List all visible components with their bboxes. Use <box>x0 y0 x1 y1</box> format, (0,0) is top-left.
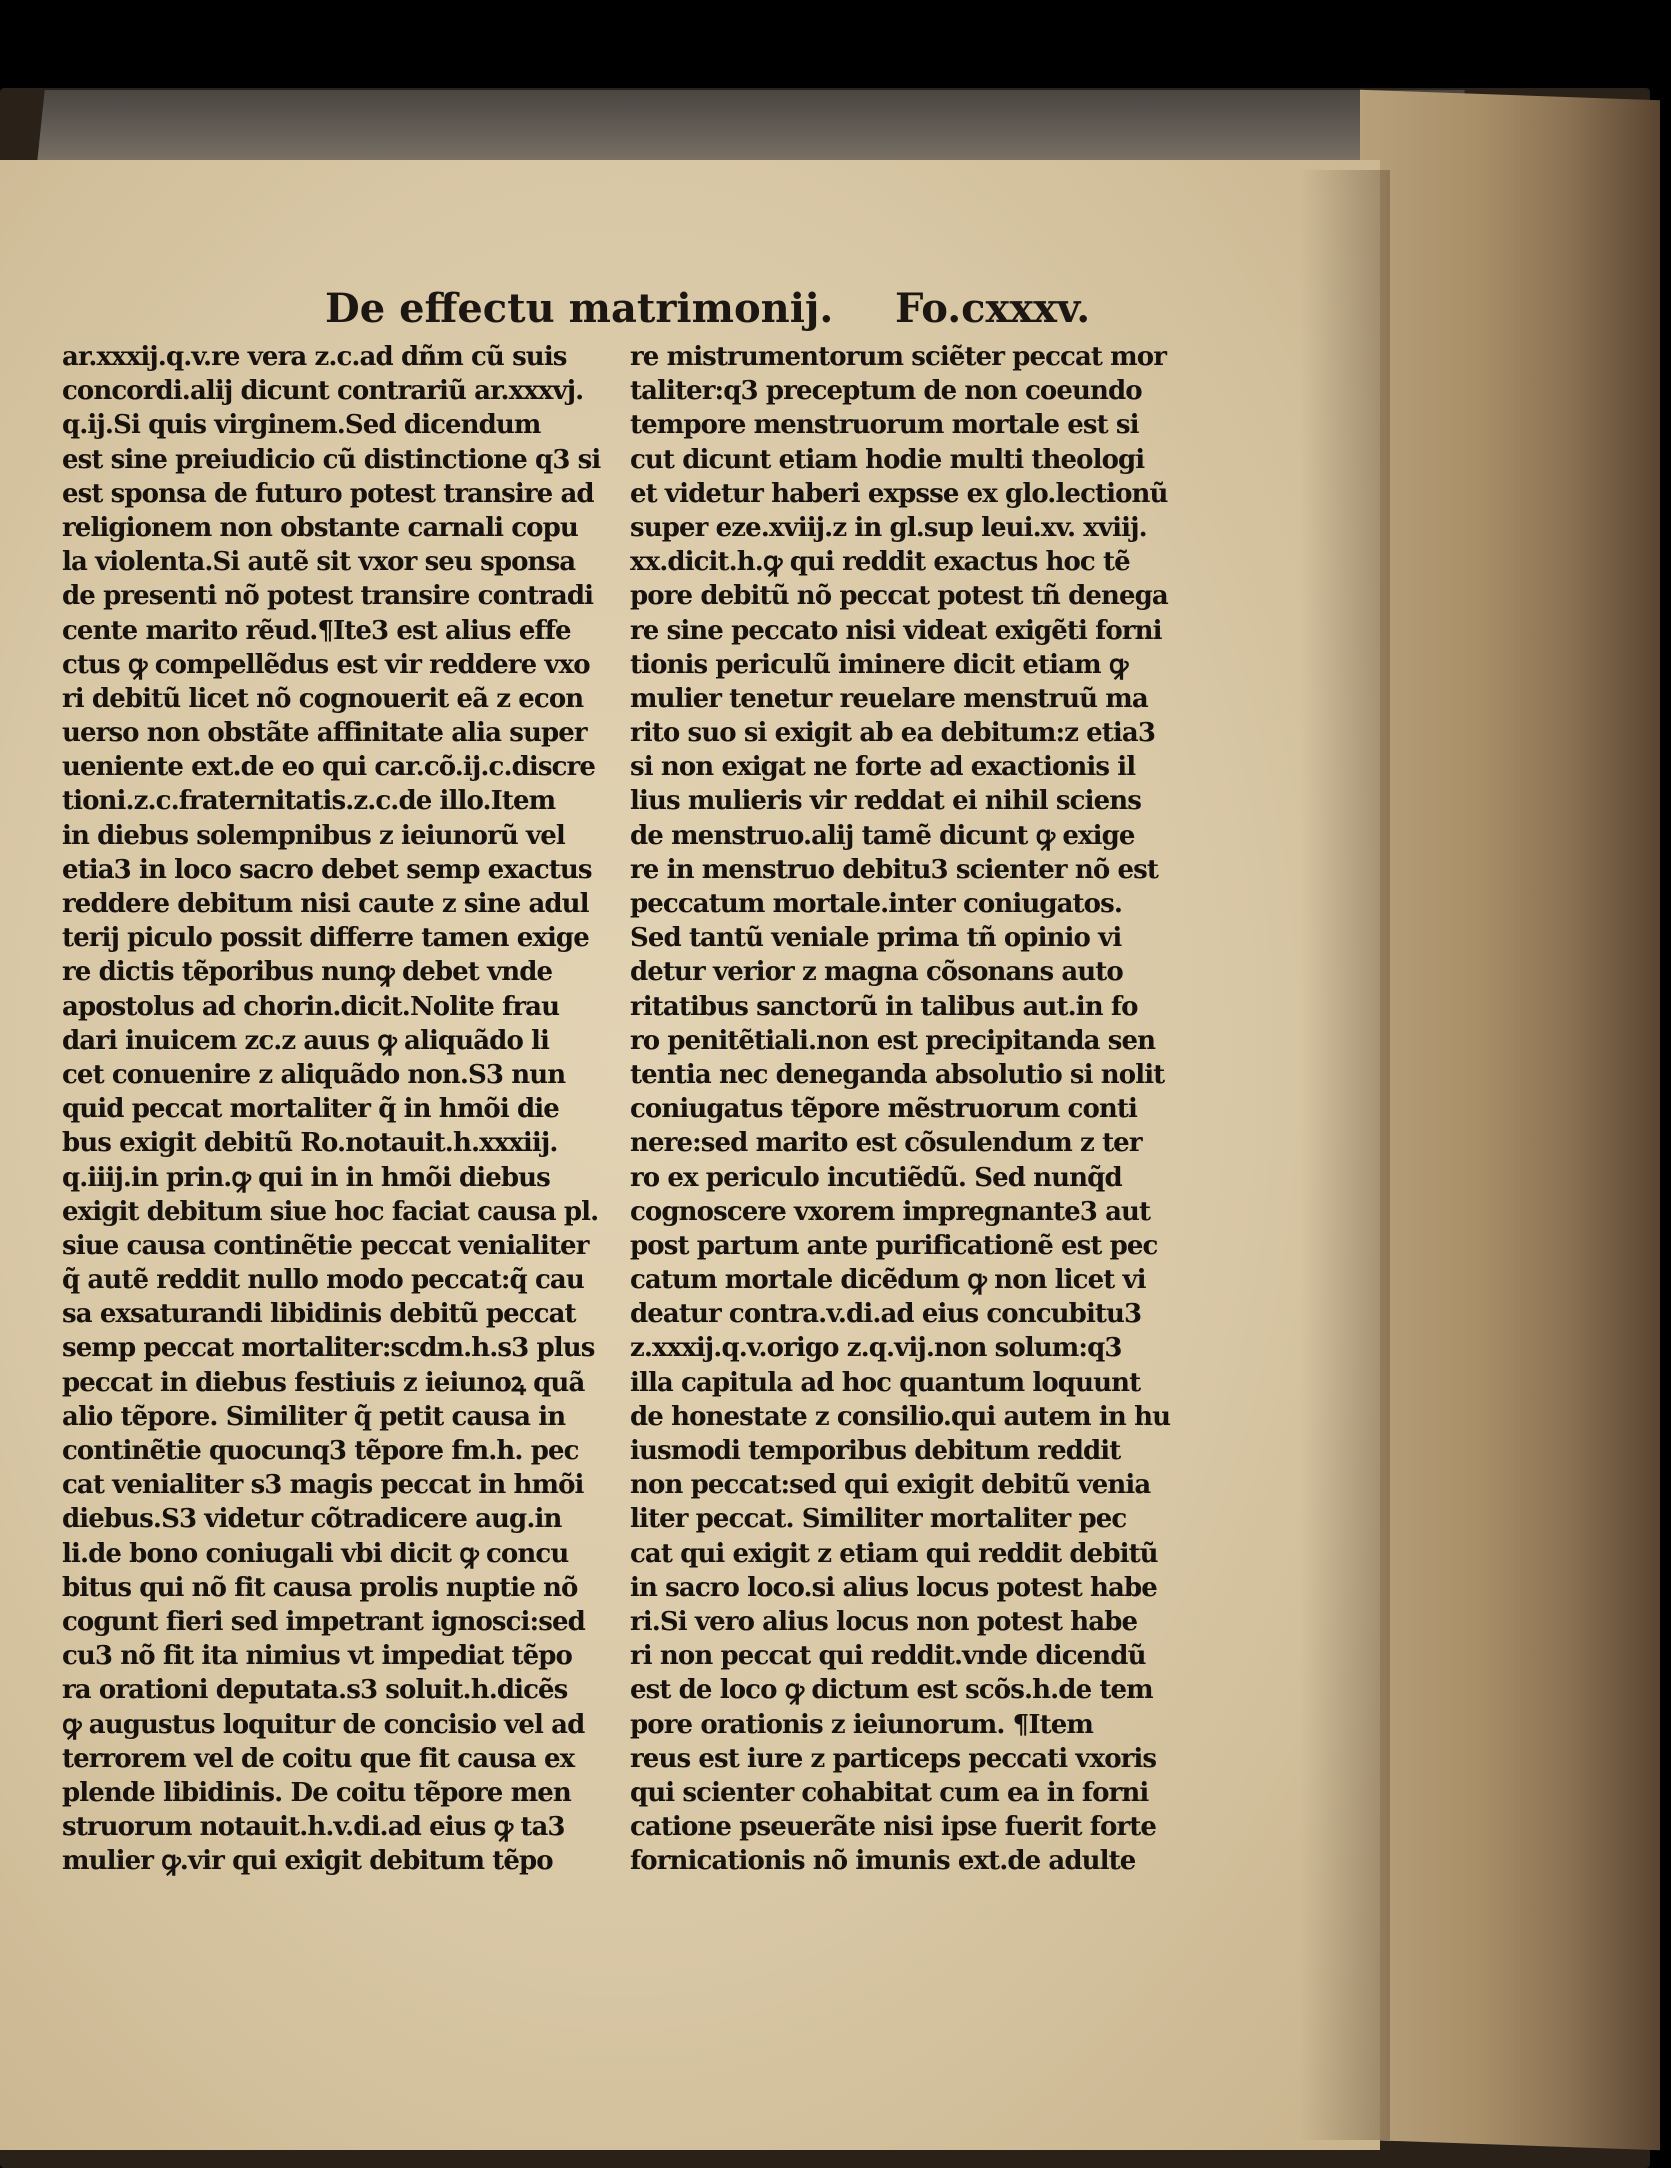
text-line: tentia nec deneganda absolutio si nolit <box>630 1059 1165 1090</box>
text-line: lius mulieris vir reddat ei nihil sciens <box>630 786 1141 817</box>
text-line: diebus.S3 videtur cõtradicere aug.in <box>62 1504 562 1535</box>
text-line: dari inuicem zc.z auus ꝙ aliquãdo li <box>62 1025 549 1056</box>
text-line: plende libidinis. De coitu tẽpore men <box>62 1777 571 1808</box>
text-line: nere:sed marito est cõsulendum z ter <box>630 1128 1142 1159</box>
folio-number: Fo.cxxxv. <box>895 285 1091 332</box>
text-line: z.xxxij.q.v.origo z.q.vij.non solum:q3 <box>630 1333 1122 1364</box>
text-line: li.de bono coniugali vbi dicit ꝙ concu <box>62 1538 569 1569</box>
text-line: iusmodi temporibus debitum reddit <box>630 1436 1121 1466</box>
text-line: cat qui exigit z etiam qui reddit debitũ <box>630 1538 1158 1569</box>
text-line: et videtur haberi expsse ex glo.lectionũ <box>630 478 1168 509</box>
text-line: bitus qui nõ fit causa prolis nuptie nõ <box>62 1572 578 1603</box>
text-line: continẽtie quocunq3 tẽpore fm.h. pec <box>62 1436 579 1466</box>
text-line: illa capitula ad hoc quantum loquunt <box>630 1367 1141 1398</box>
text-line: taliter:q3 preceptum de non coeundo <box>630 376 1142 407</box>
text-line: tioni.z.c.fraternitatis.z.c.de illo.Item <box>62 786 556 817</box>
text-line: ritatibus sanctorũ in talibus aut.in fo <box>630 991 1138 1022</box>
text-line: fornicationis nõ imunis ext.de adulte <box>630 1846 1136 1877</box>
text-line: non peccat:sed qui exigit debitũ venia <box>630 1470 1151 1501</box>
text-line: super eze.xviij.z in gl.sup leui.xv. xviij. <box>630 512 1147 543</box>
text-line: xx.dicit.h.ꝙ qui reddit exactus hoc tẽ <box>630 547 1130 578</box>
text-line: cogunt fieri sed impetrant ignosci:sed <box>62 1606 585 1637</box>
text-line: q̃ autẽ reddit nullo modo peccat:q̃ cau <box>62 1265 584 1296</box>
text-line: uerso non obstãte affinitate alia super <box>62 718 587 749</box>
text-line: tionis periculũ iminere dicit etiam ꝙ <box>630 649 1128 680</box>
text-line: religionem non obstante carnali copu <box>62 512 578 543</box>
text-line: reus est iure z particeps peccati vxoris <box>630 1743 1157 1774</box>
text-line: cognoscere vxorem impregnante3 aut <box>630 1196 1151 1227</box>
text-line: detur verior z magna cõsonans auto <box>630 957 1123 988</box>
book-fore-edge <box>1360 90 1660 2150</box>
text-line: ro penitẽtiali.non est precipitanda sen <box>630 1025 1156 1056</box>
text-line: mulier tenetur reuelare menstruũ ma <box>630 683 1148 714</box>
text-line: ri non peccat qui reddit.vnde dicendũ <box>630 1641 1146 1672</box>
text-line: sa exsaturandi libidinis debitũ peccat <box>62 1299 576 1330</box>
text-line: re dictis tẽporibus nunꝙ debet vnde <box>62 957 553 988</box>
right-text-column <box>630 340 1190 1878</box>
text-line: q.ij.Si quis virginem.Sed dicendum <box>62 410 541 441</box>
text-line: alio tẽpore. Similiter q̃ petit causa in <box>62 1401 566 1432</box>
text-line: ueniente ext.de eo qui car.cõ.ij.c.discre <box>62 752 595 783</box>
text-line: catione pseuerãte nisi ipse fuerit forte <box>630 1812 1157 1843</box>
text-line: catum mortale dicẽdum ꝙ non licet vi <box>630 1265 1146 1296</box>
text-line: post partum ante purificationẽ est pec <box>630 1230 1158 1261</box>
text-line: mulier ꝙ.vir qui exigit debitum tẽpo <box>62 1846 553 1877</box>
text-line: ri.Si vero alius locus non potest habe <box>630 1606 1138 1637</box>
text-line: ctus ꝙ compellẽdus est vir reddere vxo <box>62 649 590 680</box>
text-line: ꝙ augustus loquitur de concisio vel ad <box>62 1709 585 1740</box>
page-shadow <box>1300 170 1390 2140</box>
text-line: coniugatus tẽpore mẽstruorum conti <box>630 1094 1138 1125</box>
text-line: de presenti nõ potest transire contradi <box>62 581 594 612</box>
text-line: liter peccat. Similiter mortaliter pec <box>630 1504 1127 1535</box>
text-line: semp peccat mortaliter:scdm.h.s3 plus <box>62 1333 595 1364</box>
text-line: quid peccat mortaliter q̃ in hmõi die <box>62 1094 559 1125</box>
text-line: de menstruo.alij tamẽ dicunt ꝙ exige <box>630 820 1135 851</box>
text-line: ro ex periculo incutiẽdũ. Sed nunq̃d <box>630 1162 1122 1193</box>
text-line: pore orationis z ieiunorum. ¶Item <box>630 1709 1093 1740</box>
text-line: ri debitũ licet nõ cognouerit eã z econ <box>62 683 584 714</box>
text-line: in diebus solempnibus z ieiunorũ vel <box>62 820 565 851</box>
text-line: qui scienter cohabitat cum ea in forni <box>630 1777 1149 1808</box>
text-line: terij piculo possit differre tamen exige <box>62 923 589 954</box>
text-line: re in menstruo debitu3 scienter nõ est <box>630 854 1158 885</box>
text-line: cet conuenire z aliquãdo non.S3 nun <box>62 1059 566 1090</box>
text-line: terrorem vel de coitu que fit causa ex <box>62 1743 575 1774</box>
text-line: siue causa continẽtie peccat venialiter <box>62 1230 589 1261</box>
text-line: tempore menstruorum mortale est si <box>630 410 1139 441</box>
text-line: cat venialiter s3 magis peccat in hmõi <box>62 1470 584 1501</box>
text-line: exigit debitum siue hoc faciat causa pl. <box>62 1196 599 1227</box>
left-text-column <box>62 340 622 1878</box>
text-line: reddere debitum nisi caute z sine adul <box>62 889 589 919</box>
text-line: peccatum mortale.inter coniugatos. <box>630 889 1122 919</box>
text-line: est sine preiudicio cũ distinctione q3 si <box>62 444 601 475</box>
text-line: re sine peccato nisi videat exigẽti forni <box>630 615 1162 646</box>
text-line: concordi.alij dicunt contrariũ ar.xxxvj. <box>62 376 584 407</box>
text-line: cu3 nõ fit ita nimius vt impediat tẽpo <box>62 1641 572 1672</box>
text-line: de honestate z consilio.qui autem in hu <box>630 1401 1171 1432</box>
text-line: rito suo si exigit ab ea debitum:z etia3 <box>630 718 1156 749</box>
text-line: struorum notauit.h.v.di.ad eius ꝙ ta3 <box>62 1812 565 1843</box>
text-line: est sponsa de futuro potest transire ad <box>62 478 594 509</box>
text-line: pore debitũ nõ peccat potest tñ denega <box>630 581 1168 612</box>
text-line: in sacro loco.si alius locus potest habe <box>630 1572 1157 1603</box>
text-line: si non exigat ne forte ad exactionis il <box>630 752 1136 783</box>
text-line: deatur contra.v.di.ad eius concubitu3 <box>630 1299 1142 1330</box>
text-line: ar.xxxij.q.v.re vera z.c.ad dñm cũ suis <box>62 342 567 372</box>
text-line: bus exigit debitũ Ro.notauit.h.xxxiij. <box>62 1128 558 1159</box>
text-line: peccat in diebus festiuis z ieiunoꝝ quã <box>62 1367 585 1398</box>
text-line: ra orationi deputata.s3 soluit.h.dicẽs <box>62 1675 568 1706</box>
text-line: etia3 in loco sacro debet semp exactus <box>62 854 592 885</box>
text-line: est de loco ꝙ dictum est scõs.h.de tem <box>630 1675 1153 1706</box>
text-line: la violenta.Si autẽ sit vxor seu sponsa <box>62 547 576 578</box>
text-line: apostolus ad chorin.dicit.Nolite frau <box>62 991 560 1022</box>
text-line: q.iiij.in prin.ꝙ qui in in hmõi diebus <box>62 1162 550 1193</box>
text-line: cente marito rẽud.¶Ite3 est alius effe <box>62 615 571 646</box>
text-line: re mistrumentorum sciẽter peccat mor <box>630 342 1167 372</box>
running-title: De effectu matrimonij. <box>325 285 834 332</box>
text-line: Sed tantũ veniale prima tñ opinio vi <box>630 923 1122 954</box>
text-line: cut dicunt etiam hodie multi theologi <box>630 444 1145 475</box>
